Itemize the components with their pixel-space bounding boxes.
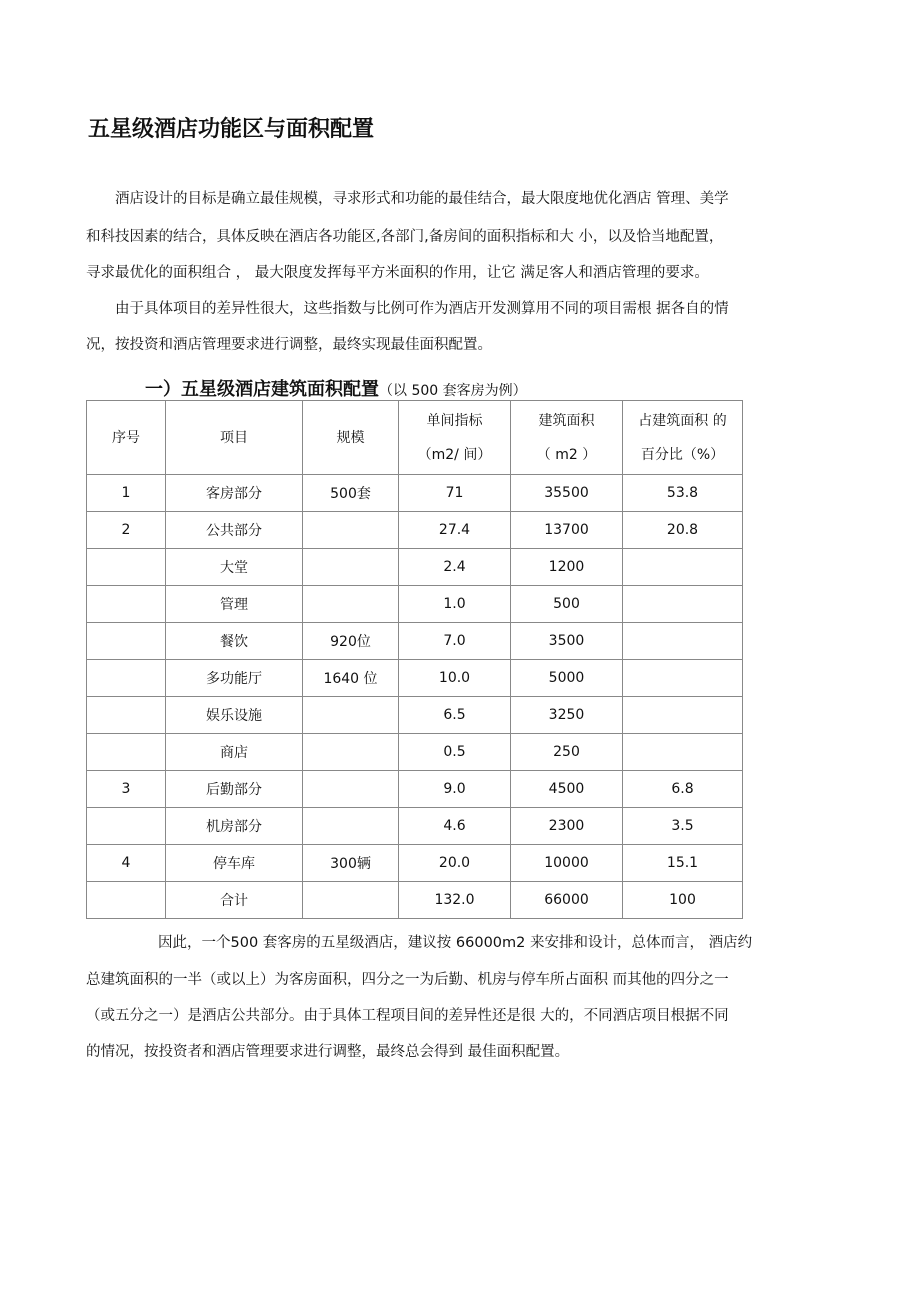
table-header-cell [166, 401, 303, 475]
paragraph-line: 酒店设计的目标是确立最佳规模，寻求形式和功能的最佳结合，最大限度地优化酒店 管理、美学 [115, 191, 729, 207]
header-text: 百分比（%） [640, 446, 725, 463]
table-cell: 多功能厅 [166, 660, 303, 697]
table-cell: 3500 [511, 623, 623, 660]
table-cell: 7.0 [399, 623, 511, 660]
table-cell [623, 734, 743, 771]
table-cell: 餐饮 [166, 623, 303, 660]
table-cell: 10000 [511, 845, 623, 882]
table-cell: 100 [623, 882, 743, 919]
table-row [87, 660, 743, 697]
section-note: （以 500 套客房为例） [379, 383, 527, 399]
header-text: 规模 [336, 429, 365, 446]
page-title: 五星级酒店功能区与面积配置 [88, 117, 375, 142]
table-cell: 500套 [303, 475, 399, 512]
header-text: 序号 [112, 429, 140, 446]
table-cell [623, 549, 743, 586]
paragraph-line: 寻求最优化的面积组合 ， 最大限度发挥每平方米面积的作用，让它 满足客人和酒店管理的要求。 [86, 265, 709, 281]
area-table [86, 400, 743, 919]
table-header-cell [623, 401, 743, 475]
table-cell: 13700 [511, 512, 623, 549]
table-cell [303, 697, 399, 734]
table-cell: 4 [87, 845, 166, 882]
table-row [87, 808, 743, 845]
table-cell: 0.5 [399, 734, 511, 771]
table-row [87, 882, 743, 919]
table-cell: 客房部分 [166, 475, 303, 512]
table-cell: 71 [399, 475, 511, 512]
header-text: 单间指标 [426, 412, 483, 429]
table-cell [87, 660, 166, 697]
table-header-cell [87, 401, 166, 475]
table-cell [623, 697, 743, 734]
table-cell: 20.0 [399, 845, 511, 882]
table-cell: 300辆 [303, 845, 399, 882]
table-row [87, 734, 743, 771]
header-text: （ m2 ） [536, 446, 597, 463]
paragraph-line: 况，按投资和酒店管理要求进行调整，最终实现最佳面积配置。 [86, 337, 492, 353]
table-cell: 66000 [511, 882, 623, 919]
table-cell [87, 882, 166, 919]
table-cell: 1640 位 [303, 660, 399, 697]
table-row [87, 586, 743, 623]
table-cell: 1 [87, 475, 166, 512]
header-text: （m2/ 间） [417, 446, 492, 463]
header-text: 占建筑面积 的 [638, 412, 727, 429]
header-text: 建筑面积 [538, 412, 595, 429]
table-cell: 53.8 [623, 475, 743, 512]
table-cell [623, 623, 743, 660]
paragraph-line: 由于具体项目的差异性很大，这些指数与比例可作为酒店开发测算用不同的项目需根 据各自的情 [115, 301, 729, 317]
table-cell: 后勤部分 [166, 771, 303, 808]
table-row [87, 845, 743, 882]
table-cell: 公共部分 [166, 512, 303, 549]
table-cell: 大堂 [166, 549, 303, 586]
table-header-row [87, 401, 743, 475]
table-cell: 2.4 [399, 549, 511, 586]
table-row [87, 512, 743, 549]
table-cell [303, 882, 399, 919]
table-cell: 管理 [166, 586, 303, 623]
table-cell [87, 808, 166, 845]
section-title-text: 一）五星级酒店建筑面积配置 [145, 379, 379, 400]
table-cell: 20.8 [623, 512, 743, 549]
table-cell: 停车库 [166, 845, 303, 882]
table-cell: 2 [87, 512, 166, 549]
table-cell: 6.8 [623, 771, 743, 808]
table-row [87, 623, 743, 660]
header-text: 项目 [220, 429, 248, 446]
table-cell: 5000 [511, 660, 623, 697]
table-row [87, 475, 743, 512]
table-cell: 1200 [511, 549, 623, 586]
table-cell: 娱乐设施 [166, 697, 303, 734]
table-cell: 9.0 [399, 771, 511, 808]
paragraph-line: 因此，一个500 套客房的五星级酒店，建议按 66000m2 来安排和设计，总体而言， 酒店约 [158, 935, 753, 951]
table-cell: 3.5 [623, 808, 743, 845]
paragraph-line: （或五分之一）是酒店公共部分。由于具体工程项目间的差异性还是很 大的，不同酒店项目根据不同 [86, 1008, 729, 1024]
table-cell [303, 549, 399, 586]
table-header-cell [399, 401, 511, 475]
table-cell [87, 734, 166, 771]
table-cell: 10.0 [399, 660, 511, 697]
table-cell [87, 586, 166, 623]
table-cell [623, 586, 743, 623]
table-cell [303, 586, 399, 623]
table-cell: 合计 [166, 882, 303, 919]
section-title [145, 375, 527, 401]
table-cell [87, 549, 166, 586]
table-header-cell [303, 401, 399, 475]
table-cell: 1.0 [399, 586, 511, 623]
table-cell [303, 512, 399, 549]
table-cell: 27.4 [399, 512, 511, 549]
table-cell: 2300 [511, 808, 623, 845]
table-header-cell [511, 401, 623, 475]
table-row [87, 771, 743, 808]
paragraph-line: 的情况，按投资者和酒店管理要求进行调整，最终总会得到 最佳面积配置。 [86, 1044, 570, 1060]
table-cell [303, 808, 399, 845]
table-cell: 132.0 [399, 882, 511, 919]
table-cell: 3250 [511, 697, 623, 734]
table-cell: 15.1 [623, 845, 743, 882]
table-cell: 500 [511, 586, 623, 623]
table-cell [303, 771, 399, 808]
table-cell: 6.5 [399, 697, 511, 734]
table-cell: 机房部分 [166, 808, 303, 845]
table-cell [623, 660, 743, 697]
table-cell: 920位 [303, 623, 399, 660]
table-cell [303, 734, 399, 771]
paragraph-line: 和科技因素的结合，具体反映在酒店各功能区,各部门,备房间的面积指标和大 小，以及恰当地配置， [86, 229, 724, 245]
table-cell: 4.6 [399, 808, 511, 845]
table-cell: 商店 [166, 734, 303, 771]
table-cell [87, 623, 166, 660]
table-row [87, 549, 743, 586]
table-cell: 4500 [511, 771, 623, 808]
table-cell: 35500 [511, 475, 623, 512]
table-cell: 3 [87, 771, 166, 808]
paragraph-line: 总建筑面积的一半（或以上）为客房面积，四分之一为后勤、机房与停车所占面积 而其他的四分之一 [86, 972, 729, 988]
table-cell: 250 [511, 734, 623, 771]
table-cell [87, 697, 166, 734]
table-row [87, 697, 743, 734]
